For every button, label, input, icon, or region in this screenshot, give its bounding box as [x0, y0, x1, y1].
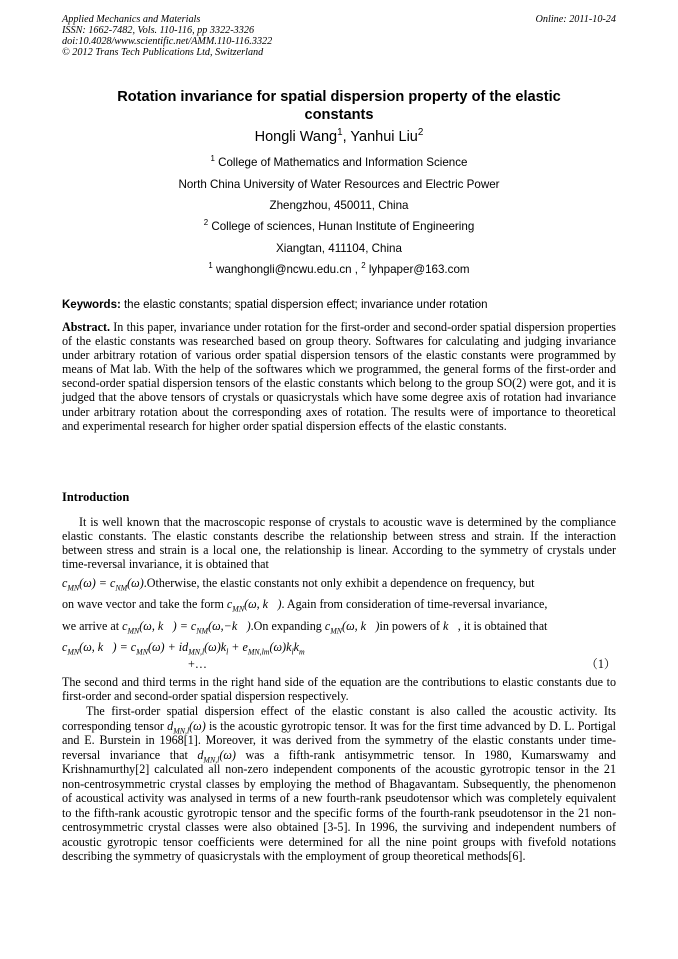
equation-1 — [62, 640, 616, 655]
formula-line-3-text-a: we arrive at — [62, 619, 123, 633]
intro-line-formula-1 — [62, 576, 616, 591]
abstract — [62, 320, 616, 433]
email1-sup: 1 — [208, 261, 213, 271]
aff1-sup: 1 — [210, 154, 215, 164]
abstract-label: Abstract. — [62, 320, 111, 334]
intro-line-formula-3 — [62, 619, 616, 634]
keywords-text: the elastic constants; spatial dispersion effect; invariance under rotation — [120, 299, 488, 311]
formula-line-3-text-d: , it is obtained that — [457, 619, 548, 633]
keywords-label: Keywords: — [62, 299, 121, 311]
formula-c-expand: $c_{MN}(\omega$, k⃗) — [324, 619, 380, 636]
intro-paragraph-2: The second and third terms in the right hand side of the equation are the contributions to elastic constants due to first-order and second-order spatial dispersion respectively. — [62, 675, 616, 704]
author-separator: , — [342, 129, 351, 145]
email-2: lyhpaper@163.com — [365, 263, 470, 276]
author-list — [62, 128, 616, 146]
introduction-heading: Introduction — [62, 490, 130, 504]
aff1-text: College of Mathematics and Information Science — [214, 156, 468, 169]
email2-sup: 2 — [361, 261, 366, 271]
keywords — [62, 298, 616, 312]
equation-1-body: $c_{MN}(\omega$, k⃗) = $c_{MN}(\omega) + id_{MN,l}(\omega)k_l + e_{MN,lm}(\omega)k_lk_m$ — [62, 640, 305, 657]
author-1: Hongli Wang — [254, 129, 338, 145]
formula-c-omega-k: $c_{MN}(\omega$, k⃗) — [226, 597, 282, 614]
formula-line-1-text: .Otherwise, the elastic constants not only exhibit a dependence on frequency, but — [143, 576, 535, 590]
paper-title — [62, 88, 616, 124]
online-date: Online: 2011-10-24 — [535, 14, 616, 25]
formula-d-tensor-2: $d_{MN,l}(\omega)$ — [197, 747, 236, 764]
formula-time-reversal: $c_{MN}(\omega) = c_{NM}(\omega)$ — [62, 576, 144, 593]
affiliation-1-line-3: Zhengzhou, 450011, China — [269, 199, 409, 212]
equation-cont: +… — [188, 657, 207, 671]
affiliation-2-line-1 — [62, 220, 616, 234]
affiliation-1-line-1 — [62, 156, 616, 170]
doi-line: doi:10.4028/www.scientific.net/AMM.110-116.3322 — [62, 36, 273, 47]
copyright-line: © 2012 Trans Tech Publications Ltd, Switzerland — [62, 47, 264, 58]
p3-text-a: The first-order spatial dispersion effect of the elastic constant is also called the acoustic activity. Its corresponding tensor — [62, 704, 616, 733]
formula-line-2-text-a: on wave vector and take the form — [62, 597, 227, 611]
abstract-text: In this paper, invariance under rotation for the first-order and second-order spatial dispersion properties of the elastic constants was researched based on group theory. Softwares for calculating and judging invariance under arbitrary rotation of various order spatial dispersion tensors of the elastic constants were programmed by means of Mat lab. With the help of the softwares which we programmed, the general forms of the first-order and second-order spatial dispersion tensors of the elastic constants which belong to the group SO(2) were got, and it is judged that the above tensors of crystals or quasicrystals which have some degree axis of rotation had invariance under arbitrary rotation about the corresponding axes of rotation. The results were of importance to theoretical and experimental research for higher order spatial dispersion effects of the elastic constants. — [62, 320, 616, 433]
title-line-1: Rotation invariance for spatial dispersion property of the elastic — [117, 89, 561, 105]
intro-paragraph-1: It is well known that the macroscopic response of crystals to acoustic wave is determined by the compliance elastic constants. The elastic constants describe the relationship between stress and strain. If the interaction between stress and strain is a local one, the relationship is linear. According to the symmetry of crystals under time-reversal invariance, it is obtained that — [62, 515, 616, 572]
author-2-sup: 2 — [417, 127, 424, 139]
email-line — [62, 263, 616, 277]
formula-k-vector: k⃗ — [442, 619, 458, 633]
email-1: wanghongli@ncwu.edu.cn , — [212, 263, 362, 276]
formula-line-3-text-c: in powers of — [379, 619, 443, 633]
affiliation-2-line-2: Xiangtan, 411104, China — [276, 242, 402, 255]
author-2: Yanhui Liu — [350, 129, 418, 145]
journal-name: Applied Mechanics and Materials — [62, 14, 201, 25]
p3-text-c: was a fifth-rank antisymmetric tensor. In 1980, Kumarswamy and Krishnamurthy[2] calculated all non-zero independent components of the acoustic gyrotropic tensor in the 21 non-centrosymmetric crystal classes by employing the method of Bhagavantam. Subsequently, the phenomenon of acoustical activity was analysed in terms of a new fourth-rank pseudotensor which was completely equivalent to the fifth-rank acoustic gyrotropic tensor and the specific forms of the fourth-rank pseudotensor in the 21 non-centrosymmetric crystal classes were also obtained [3-5]. In 1996, the surviving and independent numbers of acoustic gyrotropic tensor coefficients were determined for all the nine point groups with fivefold notations describing the symmetry of quasicrystals with the employment of group theoretical methods[6]. — [62, 747, 616, 863]
formula-symmetry-k: $c_{MN}(\omega$, k⃗) = $c_{NM}(\omega,-k⃗)$ — [122, 619, 251, 636]
affiliation-1-line-2: North China University of Water Resources and Electric Power — [178, 178, 500, 191]
title-line-2: constants — [304, 107, 374, 123]
aff2-sup: 2 — [203, 218, 209, 228]
aff2-text: College of sciences, Hunan Institute of Engineering — [208, 220, 475, 233]
formula-line-2-text-b: . Again from consideration of time-reversal invariance, — [281, 597, 548, 611]
issn-line: ISSN: 1662-7482, Vols. 110-116, pp 3322-3326 — [62, 25, 255, 36]
author-1-sup: 1 — [337, 127, 343, 139]
equation-1-continuation — [62, 657, 616, 672]
equation-number: （1） — [585, 657, 616, 671]
p3-text-b: is the acoustic gyrotropic tensor. It was for the first time advanced by D. L. Portigal and E. Burstein in 1968[1]. Moreover, it was derived from the symmetry of the elastic constants under time-reversal invariance that — [62, 718, 616, 762]
journal-header — [62, 14, 616, 58]
formula-line-3-text-b: .On expanding — [250, 619, 325, 633]
intro-paragraph-3 — [62, 704, 616, 864]
formula-d-tensor-1: $d_{MN,l}(\omega)$ — [167, 718, 206, 735]
intro-line-formula-2 — [62, 597, 616, 612]
